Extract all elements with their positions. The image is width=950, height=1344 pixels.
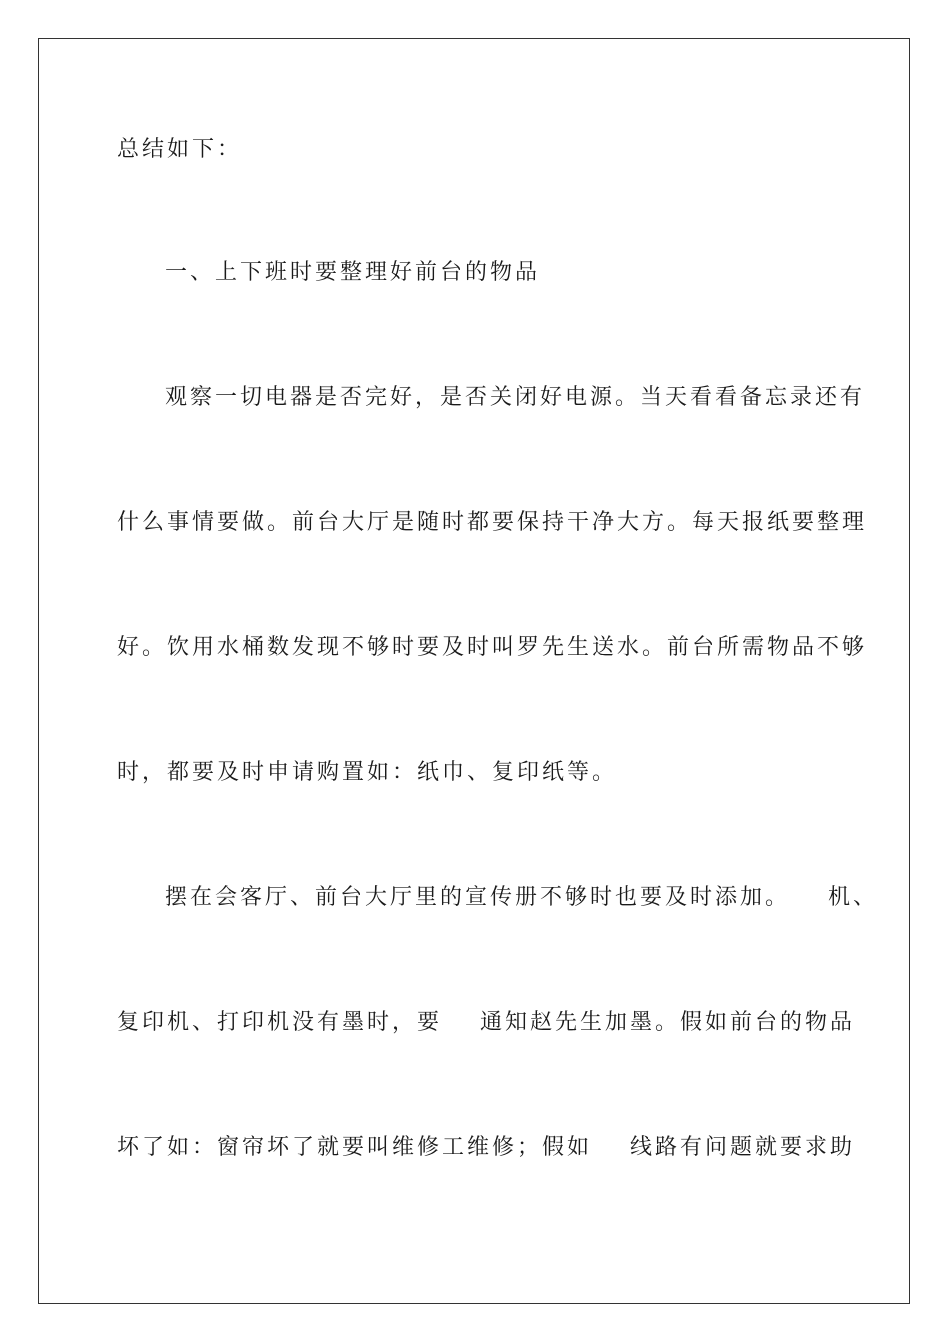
section-heading: 一、上下班时要整理好前台的物品	[165, 260, 541, 285]
paragraph-line	[165, 883, 878, 913]
paragraph-line: 时，都要及时申请购置如：纸巾、复印纸等。	[117, 760, 618, 785]
text-segment: 摆在会客厅、前台大厅里的宣传册不够时也要及时添加。	[165, 885, 791, 910]
paragraph-line: 什么事情要做。前台大厅是随时都要保持干净大方。每天报纸要整理	[117, 510, 868, 535]
text-segment: 复印机、打印机没有墨时，要	[117, 1010, 443, 1035]
page-border	[38, 38, 910, 1304]
paragraph-line: 好。饮用水桶数发现不够时要及时叫罗先生送水。前台所需物品不够	[117, 635, 868, 660]
paragraph-line: 观察一切电器是否完好，是否关闭好电源。当天看看备忘录还有	[165, 385, 866, 410]
text-segment: 通知赵先生加墨。假如前台的物品	[480, 1010, 856, 1035]
text-segment: 线路有问题就要求助	[630, 1135, 856, 1160]
text-segment: 机、	[828, 885, 879, 910]
text-segment: 坏了如：窗帘坏了就要叫维修工维修；假如	[117, 1135, 593, 1160]
paragraph-line	[117, 1008, 855, 1038]
summary-intro: 总结如下：	[117, 137, 243, 162]
paragraph-line	[117, 1133, 855, 1163]
